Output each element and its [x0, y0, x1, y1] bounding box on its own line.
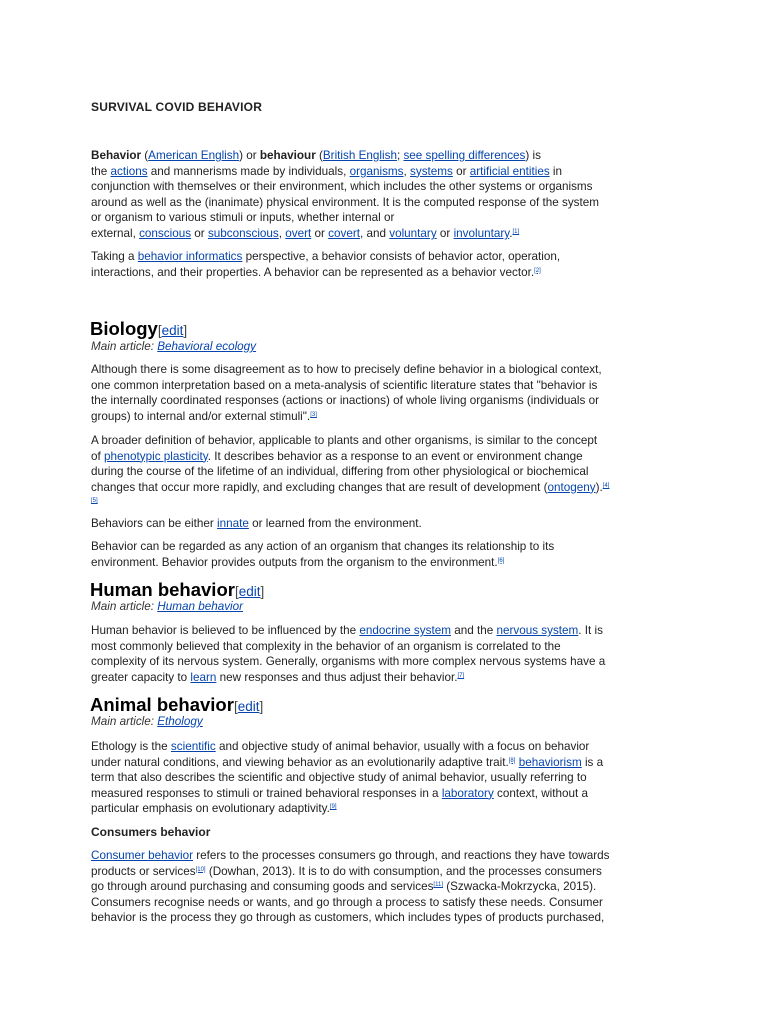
- citation-4[interactable]: [4]: [602, 482, 610, 489]
- citation-6[interactable]: [6]: [497, 557, 505, 564]
- animal-behavior-paragraph: Ethology is the scientific and objective study of animal behavior, usually with a focus on behavior under natural conditions, and viewing behavior as an evolutionarily adaptive trait.[8] behaviorism is a term that also describes the scientific and objective study of animal behavior, usually referring to measured responses to stimuli or trained behavioral responses in a laboratory context, without a particular emphasis on evolutionary adaptivity.[9]: [91, 740, 604, 816]
- animal-behavior-main-article: Main article: Ethology: [91, 715, 203, 728]
- citation-10[interactable]: [10]: [195, 866, 206, 873]
- link-organisms[interactable]: organisms: [349, 164, 404, 178]
- link-ethology[interactable]: Ethology: [157, 715, 203, 728]
- biology-paragraph-3: Behaviors can be either innate or learned from the environment.: [91, 517, 422, 530]
- citation-11[interactable]: [11]: [433, 882, 443, 889]
- link-ontogeny[interactable]: ontogeny: [547, 480, 596, 494]
- link-consumer-behavior[interactable]: Consumer behavior: [91, 849, 193, 862]
- citation-9[interactable]: [9]: [329, 804, 337, 811]
- link-voluntary[interactable]: voluntary: [389, 226, 437, 240]
- link-spelling-differences[interactable]: see spelling differences: [403, 149, 526, 162]
- citation-7[interactable]: [7]: [457, 672, 465, 679]
- biology-edit-link[interactable]: edit: [161, 323, 184, 338]
- human-behavior-main-article: Main article: Human behavior: [91, 600, 244, 613]
- link-human-behavior[interactable]: Human behavior: [157, 600, 244, 613]
- link-systems[interactable]: systems: [410, 164, 453, 178]
- link-involuntary[interactable]: involuntary: [453, 226, 510, 240]
- document-title: SURVIVAL COVID BEHAVIOR: [91, 100, 263, 114]
- link-actions[interactable]: actions: [110, 164, 148, 178]
- link-phenotypic-plasticity[interactable]: phenotypic plasticity: [104, 449, 208, 463]
- biology-heading: Biology[edit]: [90, 318, 188, 339]
- citation-8[interactable]: [8]: [508, 757, 516, 764]
- link-artificial-entities[interactable]: artificial entities: [469, 164, 550, 178]
- animal-behavior-edit-link[interactable]: edit: [237, 699, 260, 714]
- biology-paragraph-4: Behavior can be regarded as any action of an organism that changes its relationship to its environment. Behavior provides outputs from the organism to the environment.[6]: [91, 540, 555, 569]
- citation-1[interactable]: [1]: [512, 228, 520, 235]
- consumers-behavior-paragraph: Consumer behavior refers to the processes consumers go through, and reactions they have towards products or services[10] (Dowhan, 2013). It is to do with consumption, and the processes consumers go through around purchasing and consuming goods and services[11] (Szwacka-Mokrzycka, 2015). Consumers recognise needs or wants, and go through a process to satisfy these needs. Consumer behavior is the process they go through as customers, which includes types of products purchased,: [91, 849, 610, 925]
- intro-paragraph: Behavior (American English) or behaviour (British English; see spelling differences) is the actions and mannerisms made by individuals, organisms, systems or artificial entities in conjunction with themselves or their environment, which includes the other systems or organisms around as well as the (inanimate) physical environment. It is the computed response of the system or organism to various stimuli or inputs, whether internal or external, conscious or subconscious, overt or covert, and voluntary or involuntary.[1]: [91, 149, 600, 240]
- link-overt[interactable]: overt: [285, 226, 312, 240]
- citation-2[interactable]: [2]: [534, 267, 541, 274]
- link-endocrine-system[interactable]: endocrine system: [359, 624, 451, 637]
- link-british-english[interactable]: British English: [322, 149, 397, 162]
- link-scientific[interactable]: scientific: [170, 740, 216, 753]
- link-behavior-informatics[interactable]: behavior informatics: [137, 250, 243, 263]
- human-behavior-heading: Human behavior[edit]: [90, 579, 265, 600]
- human-behavior-edit-link[interactable]: edit: [238, 584, 261, 599]
- human-behavior-paragraph: Human behavior is believed to be influenced by the endocrine system and the nervous system. It is most commonly believed that complexity in the behavior of an organism is correlated to the complexity of its nervous system. Generally, organisms with more complex nervous systems have a greater capacity to learn new responses and thus adjust their behavior.[7]: [91, 624, 606, 684]
- link-innate[interactable]: innate: [217, 517, 249, 530]
- link-laboratory[interactable]: laboratory: [441, 786, 494, 800]
- link-behaviorism[interactable]: behaviorism: [518, 755, 582, 769]
- link-american-english[interactable]: American English: [148, 149, 240, 162]
- citation-5[interactable]: [5]: [91, 498, 98, 505]
- link-learn[interactable]: learn: [190, 670, 217, 684]
- link-conscious[interactable]: conscious: [139, 226, 192, 240]
- animal-behavior-heading: Animal behavior[edit]: [90, 694, 264, 715]
- link-covert[interactable]: covert: [328, 226, 360, 240]
- biology-paragraph-2: A broader definition of behavior, applicable to plants and other organisms, is similar to the concept of phenotypic plasticity. It describes behavior as a response to an event or environment change during the course of the lifetime of an individual, differing from other physiological or biochemical changes that occur more rapidly, and excluding changes that are result of development (ontogeny).[4] [5]: [91, 434, 610, 505]
- biology-main-article: Main article: Behavioral ecology: [91, 340, 257, 353]
- link-behavioral-ecology[interactable]: Behavioral ecology: [157, 340, 257, 353]
- link-subconscious[interactable]: subconscious: [207, 226, 279, 240]
- citation-3[interactable]: [3]: [310, 411, 317, 418]
- biology-paragraph-1: Although there is some disagreement as to how to precisely define behavior in a biological context, one common interpretation based on a meta-analysis of scientific literature states that "behavior is the internally coordinated responses (actions or inactions) of whole living organisms (individuals or groups) to internal and/or external stimuli".[3]: [91, 363, 602, 423]
- link-nervous-system[interactable]: nervous system: [496, 624, 579, 637]
- informatics-paragraph: Taking a behavior informatics perspective, a behavior consists of behavior actor, operation, interactions, and their properties. A behavior can be represented as a behavior vector.[2]: [91, 250, 561, 279]
- consumers-behavior-heading: Consumers behavior: [91, 825, 211, 839]
